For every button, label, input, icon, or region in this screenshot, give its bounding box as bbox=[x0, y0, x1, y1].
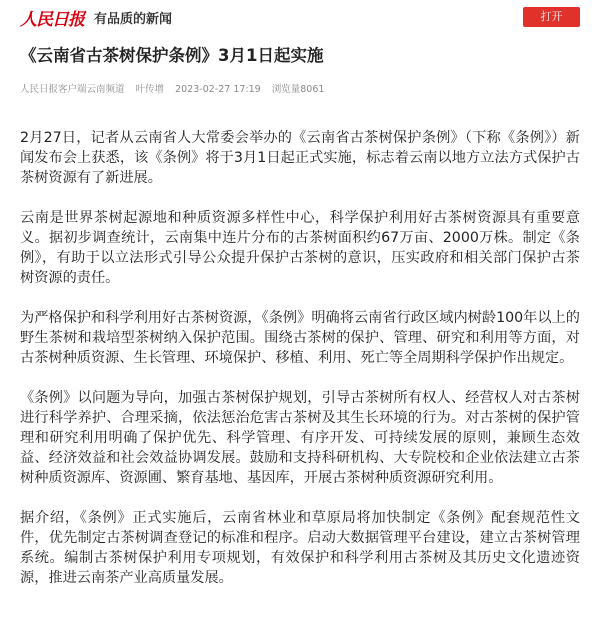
article-author: 叶传增 bbox=[135, 84, 165, 95]
slogan: 有品质的新闻 bbox=[94, 11, 173, 27]
article-paragraph: 《条例》以问题为导向，加强古茶树保护规划，引导古茶树所有权人、经营权人对古茶树进行科学养护、合理采摘，依法惩治危害古茶树及其生长环境的行为。对古茶树的保护管理和研究利用明确了保护优先、科学管理、有序开发、可持续发展的原则，兼顾生态效益、经济效益和社会效益协调发展。鼓励和支持科研机构、大专院校和企业依法建立古茶树种质资源库、资源圃、繁育基地、基因库，开展古茶树种质资源研究利用。 bbox=[20, 390, 580, 486]
article-paragraph: 为严格保护和科学利用好古茶树资源，《条例》明确将云南省行政区域内树龄100年以上的野生茶树和栽培型茶树纳入保护范围。围绕古茶树的保护、管理、研究和利用等方面，对古茶树种质资源、生长管理、环境保护、移植、利用、死亡等全周期科学保护作出规定。 bbox=[20, 310, 580, 366]
article-source[interactable]: 人民日报客户端云南频道 bbox=[20, 84, 125, 95]
article-body bbox=[20, 128, 580, 588]
peoples-daily-logo[interactable]: 人民日报 bbox=[20, 9, 84, 30]
article-datetime: 2023-02-27 17:19 bbox=[175, 84, 261, 95]
article-views: 浏览量8061 bbox=[271, 84, 325, 95]
article-paragraph: 云南是世界茶树起源地和种质资源多样性中心，科学保护利用好古茶树资源具有重要意义。据初步调查统计，云南集中连片分布的古茶树面积约67万亩、2000万株。制定《条例》，有助于以立法形式引导公众提升保护古茶树的意识，压实政府和相关部门保护古茶树资源的责任。 bbox=[20, 210, 580, 286]
open-app-button[interactable]: 打开 bbox=[523, 7, 580, 27]
top-bar bbox=[0, 0, 600, 34]
article-title: 《云南省古茶树保护条例》3月1日起实施 bbox=[20, 46, 324, 65]
article-paragraph: 据介绍，《条例》正式实施后，云南省林业和草原局将加快制定《条例》配套规范性文件，优先制定古茶树调查登记的标准和程序。启动大数据管理平台建设，建立古茶树管理系统。编制古茶树保护利用专项规划，有效保护和科学利用古茶树及其历史文化遗迹资源，推进云南茶产业高质量发展。 bbox=[20, 510, 580, 586]
article-paragraph: 2月27日，记者从云南省人大常委会举办的《云南省古茶树保护条例》（下称《条例》）新闻发布会上获悉，该《条例》将于3月1日起正式实施，标志着云南以地方立法方式保护古茶树资源有了新进展。 bbox=[20, 130, 580, 186]
article-meta bbox=[20, 84, 580, 96]
